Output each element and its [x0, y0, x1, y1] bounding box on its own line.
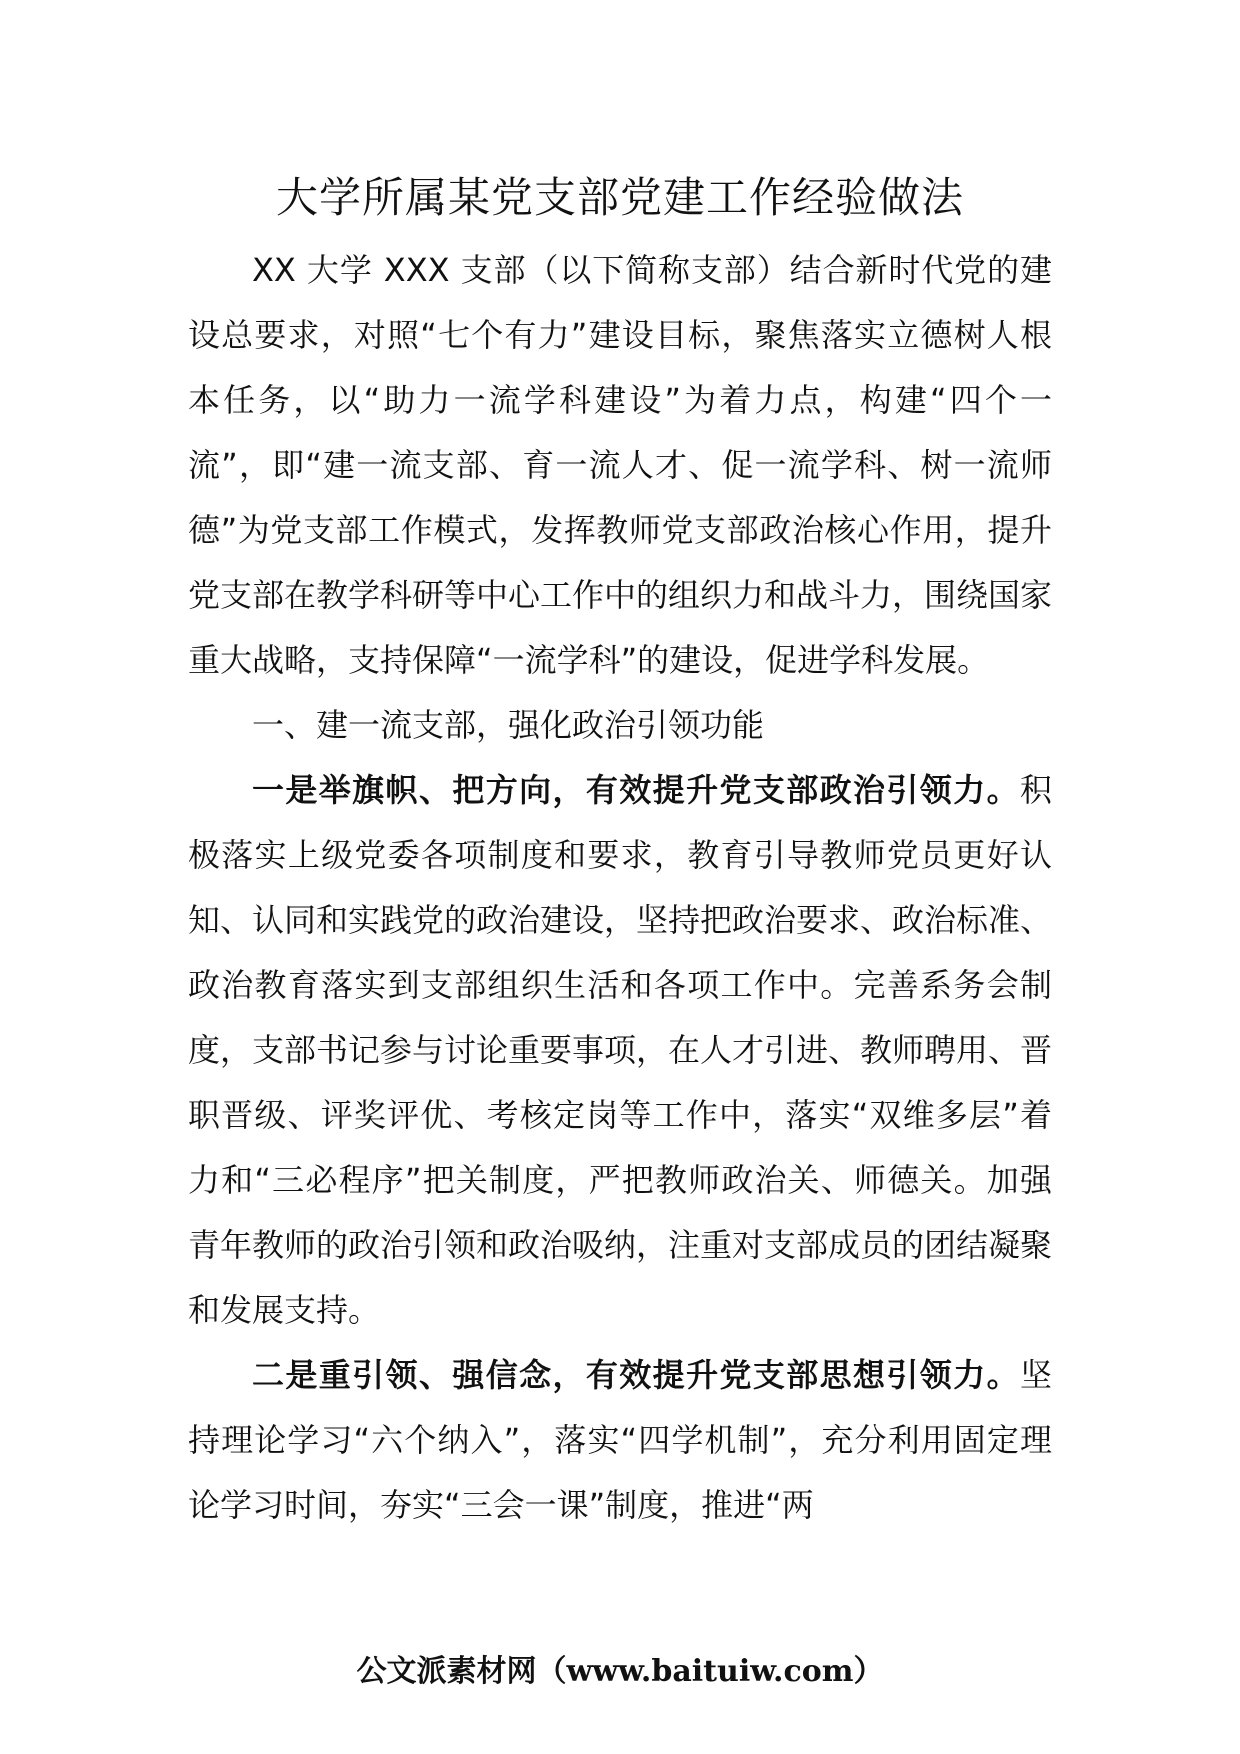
point-two-paragraph	[188, 1343, 1052, 1538]
section-heading: 一、建一流支部，强化政治引领功能	[252, 706, 765, 744]
point-one-body: 积极落实上级党委各项制度和要求，教育引导教师党员更好认知、认同和实践党的政治建设，坚持把政治要求、政治标准、政治教育落实到支部组织生活和各项工作中。完善系务会制度，支部书记参与讨论重要事项，在人才引进、教师聘用、晋职晋级、评奖评优、考核定岗等工作中，落实“双维多层”着力和“三必程序”把关制度，严把教师政治关、师德关。加强青年教师的政治引领和政治吸纳，注重对支部成员的团结凝聚和发展支持。	[188, 771, 1053, 1329]
document-body	[188, 238, 1052, 1538]
footer-watermark: 公文派素材网（www.baituiw.com）	[356, 1654, 884, 1689]
point-one-lead: 一是举旗帜、把方向，有效提升党支部政治引领力。	[252, 771, 1020, 809]
intro-paragraph: XX 大学 XXX 支部（以下简称支部）结合新时代党的建设总要求，对照“七个有力”建设目标，聚焦落实立德树人根本任务，以“助力一流学科建设”为着力点，构建“四个一流”，即“建一流支部、育一流人才、促一流学科、树一流师德”为党支部工作模式，发挥教师党支部政治核心作用，提升党支部在教学科研等中心工作中的组织力和战斗力，围绕国家重大战略，支持保障“一流学科”的建设，促进学科发展。	[188, 251, 1053, 679]
point-two-lead: 二是重引领、强信念，有效提升党支部思想引领力。	[252, 1356, 1020, 1394]
point-one-paragraph	[188, 758, 1052, 1343]
document-title: 大学所属某党支部党建工作经验做法	[275, 173, 964, 222]
point-two-body: 坚持理论学习“六个纳入”，落实“四学机制”，充分利用固定理论学习时间，夯实“三会一课”制度，推进“两	[188, 1356, 1052, 1524]
